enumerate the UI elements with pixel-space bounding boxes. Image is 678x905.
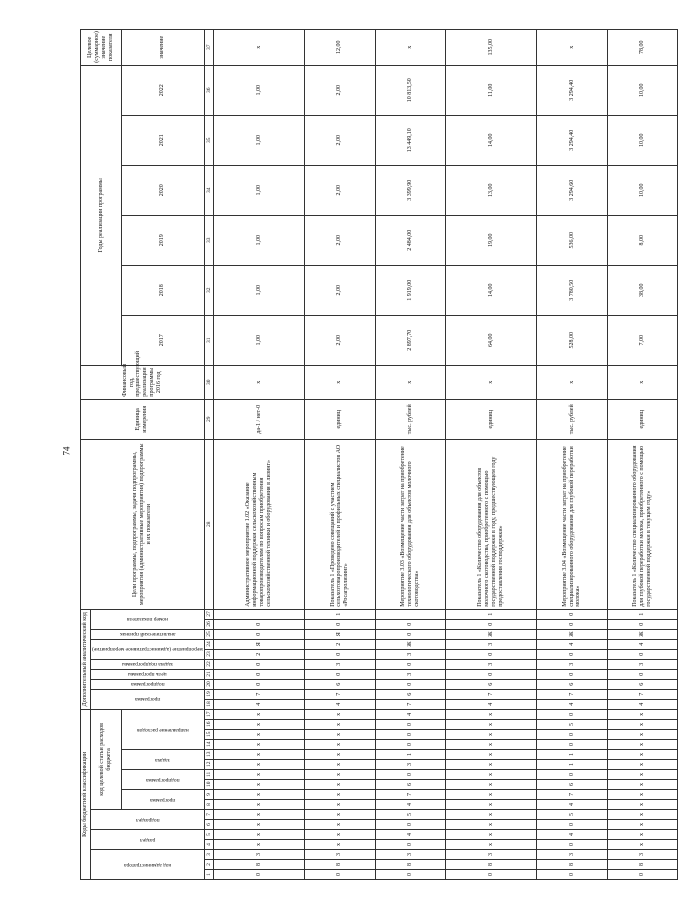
code-cell: х xyxy=(305,730,376,740)
code-cell: 0 xyxy=(214,659,305,669)
year-value-cell: 2,00 xyxy=(305,115,376,165)
column-number: 15 xyxy=(204,730,213,740)
code-cell: 7 xyxy=(607,689,678,699)
code-cell: 5 xyxy=(537,810,608,820)
column-number: 25 xyxy=(204,629,213,639)
code-cell xyxy=(375,609,446,619)
code-cell: х xyxy=(607,810,678,820)
code-cell: 6 xyxy=(537,679,608,689)
year-value-cell: 2,00 xyxy=(305,215,376,265)
code-cell: х xyxy=(446,740,537,750)
row-description: Административное мероприятие 1.02 «Оказание информационной поддержки сельскохозяйственным товаропроизводителям по вопросам приобретения сельскохозяйственной техники и оборудования в лизинг» xyxy=(214,439,305,609)
code-cell: 0 xyxy=(375,679,446,689)
year-value-cell: 64,00 xyxy=(446,315,537,365)
code-cell: 0 xyxy=(537,649,608,659)
year-value-cell: 1,00 xyxy=(214,65,305,115)
subprogram2-header: подпрограмма xyxy=(130,680,165,687)
subprogram-header: подпрограмма xyxy=(146,776,180,783)
column-number: 19 xyxy=(204,689,213,699)
year-value-cell: 19,00 xyxy=(446,215,537,265)
code-cell: 0 xyxy=(375,770,446,780)
code-cell: 0 xyxy=(375,619,446,629)
code-cell: 3 xyxy=(375,850,446,860)
code-cell: х xyxy=(607,790,678,800)
unit-cell: тыс. рублей xyxy=(537,399,608,439)
code-cell: 0 xyxy=(446,649,537,659)
year-header: 2020 xyxy=(122,165,205,215)
table-row xyxy=(537,29,608,879)
page-number: 74 xyxy=(61,446,72,456)
code-cell: 0 xyxy=(214,679,305,689)
years-group-header: Годы реализации программы xyxy=(81,65,122,365)
year-value-cell: 1 919,00 xyxy=(375,265,446,315)
code-cell: 8 xyxy=(446,860,537,870)
column-number: 7 xyxy=(204,810,213,820)
code-cell: 3 xyxy=(375,649,446,659)
column-number: 29 xyxy=(204,399,213,439)
code-cell: х xyxy=(607,740,678,750)
code-cell: х xyxy=(214,840,305,850)
target-item-header: код целевой статьи расходов бюджета xyxy=(90,709,121,809)
code-cell: х xyxy=(214,709,305,719)
year-value-cell: 3 780,50 xyxy=(537,265,608,315)
column-number: 16 xyxy=(204,720,213,730)
code-cell: 3 xyxy=(375,669,446,679)
program2-header: программа xyxy=(134,696,160,703)
code-cell: х xyxy=(607,830,678,840)
row-description: Показатель 1 «Количество специализированного оборудования для глубокой переработки молока, приобретенного с помощью государственной поддержки в текущем году» xyxy=(607,439,678,609)
code-cell: 4 xyxy=(305,699,376,709)
column-number: 3 xyxy=(204,850,213,860)
code-cell: х xyxy=(607,820,678,830)
code-cell: 2 xyxy=(214,649,305,659)
code-cell: 0 xyxy=(446,619,537,629)
admin-code-header: код администратора xyxy=(123,861,171,868)
code-cell xyxy=(214,609,305,619)
code-cell: х xyxy=(305,709,376,719)
code-cell: 0 xyxy=(537,730,608,740)
year-value-cell: 1,00 xyxy=(214,315,305,365)
code-cell: 0 xyxy=(537,820,608,830)
code-cell: х xyxy=(446,720,537,730)
base-year-cell: х xyxy=(607,365,678,399)
code-cell: х xyxy=(305,820,376,830)
year-value-cell: 7,00 xyxy=(607,315,678,365)
column-number: 9 xyxy=(204,790,213,800)
code-cell: 5 xyxy=(375,810,446,820)
year-value-cell: 536,00 xyxy=(537,215,608,265)
code-cell: 6 xyxy=(446,679,537,689)
code-cell: 4 xyxy=(446,699,537,709)
code-cell: х xyxy=(446,790,537,800)
code-cell: 1 xyxy=(305,609,376,619)
year-header: 2017 xyxy=(122,315,205,365)
year-value-cell: 1,00 xyxy=(214,265,305,315)
task2-header: задача подпрограммы xyxy=(121,660,173,667)
code-cell: х xyxy=(607,730,678,740)
code-cell: 1 xyxy=(537,750,608,760)
extra-code-header: Дополнительный аналитический код xyxy=(81,609,91,709)
code-cell: 0 xyxy=(375,840,446,850)
subsection-header: подраздел xyxy=(135,816,160,823)
code-cell: х xyxy=(305,760,376,770)
year-value-cell: 2 484,00 xyxy=(375,215,446,265)
code-cell: х xyxy=(214,730,305,740)
code-cell: 5 xyxy=(537,720,608,730)
code-cell: х xyxy=(214,760,305,770)
code-cell: х xyxy=(446,770,537,780)
column-number: 23 xyxy=(204,649,213,659)
base-year-cell: х xyxy=(305,365,376,399)
code-cell: 0 xyxy=(537,840,608,850)
final-header: Целевое (суммарное) значение показателя xyxy=(81,29,122,65)
code-cell: 3 xyxy=(607,850,678,860)
code-cell: 0 xyxy=(607,870,678,880)
column-number: 13 xyxy=(204,750,213,760)
code-cell: 0 xyxy=(375,730,446,740)
code-cell: 0 xyxy=(214,870,305,880)
indicator-number-header: номер показателя xyxy=(126,616,168,623)
code-cell: х xyxy=(305,740,376,750)
row-description: Мероприятие 3.04 «Возмещение части затрат на приобретение специализированного оборудования для глубокой переработки молока» xyxy=(537,439,608,609)
code-cell: Ж xyxy=(375,639,446,649)
year-value-cell: 1,00 xyxy=(214,215,305,265)
year-value-cell: 1,00 xyxy=(214,165,305,215)
year-value-cell: 11,00 xyxy=(446,65,537,115)
code-cell: х xyxy=(446,820,537,830)
base-year-cell: х xyxy=(537,365,608,399)
code-cell: 0 xyxy=(607,619,678,629)
header-row-1 xyxy=(81,29,91,879)
goal-column-header: Цели программы, подпрограммы, задачи подпрограммы, мероприятия (административные мероприятия) подпрограммы и их показатели xyxy=(81,439,205,609)
code-cell: 4 xyxy=(375,709,446,719)
code-cell: 8 xyxy=(214,860,305,870)
year-value-cell: 528,00 xyxy=(537,315,608,365)
code-cell: х xyxy=(446,750,537,760)
code-cell: 0 xyxy=(214,669,305,679)
code-cell: х xyxy=(214,780,305,790)
column-number: 11 xyxy=(204,770,213,780)
code-cell: 3 xyxy=(446,639,537,649)
code-cell: 0 xyxy=(446,870,537,880)
code-cell: 3 xyxy=(607,659,678,669)
year-value-cell: 10,00 xyxy=(607,115,678,165)
code-cell: х xyxy=(305,810,376,820)
code-cell: 1 xyxy=(607,609,678,619)
code-cell: х xyxy=(214,740,305,750)
column-number: 32 xyxy=(204,265,213,315)
code-cell: х xyxy=(305,830,376,840)
section-header: раздел xyxy=(139,836,155,843)
event-header: мероприятие (административное мероприятие) xyxy=(91,646,203,653)
code-cell: 4 xyxy=(214,699,305,709)
column-number: 34 xyxy=(204,165,213,215)
base-year-cell: х xyxy=(446,365,537,399)
year-value-cell: 2,00 xyxy=(305,265,376,315)
year-value-cell: 10,00 xyxy=(607,165,678,215)
code-cell: 0 xyxy=(375,870,446,880)
code-cell: 0 xyxy=(305,619,376,629)
column-number: 21 xyxy=(204,669,213,679)
code-cell: 0 xyxy=(537,669,608,679)
code-cell: Я xyxy=(305,629,376,639)
row-description: Показатель 1 «Количество оборудования для объектов молочного скотоводства, приобретенного с помощью государственной поддержки в году, предшествующем году предоставления господдержки» xyxy=(446,439,537,609)
code-cell: х xyxy=(305,840,376,850)
year-value-cell: 3 294,40 xyxy=(537,65,608,115)
final-value-cell: 78,00 xyxy=(607,29,678,65)
column-number: 5 xyxy=(204,830,213,840)
column-number: 12 xyxy=(204,760,213,770)
year-value-cell: 3 294,60 xyxy=(537,165,608,215)
code-cell: х xyxy=(214,770,305,780)
column-number-row xyxy=(204,29,213,879)
base-year-cell: х xyxy=(214,365,305,399)
code-cell: х xyxy=(607,720,678,730)
code-cell: х xyxy=(446,709,537,719)
column-number: 1 xyxy=(204,870,213,880)
analytic-flag-header: аналитический признак xyxy=(119,630,176,637)
code-cell: 0 xyxy=(375,659,446,669)
year-value-cell: 2 897,70 xyxy=(375,315,446,365)
table-row xyxy=(607,29,678,879)
code-cell: 3 xyxy=(446,850,537,860)
column-number: 17 xyxy=(204,709,213,719)
code-cell: 8 xyxy=(375,860,446,870)
column-number: 10 xyxy=(204,780,213,790)
code-cell: х xyxy=(305,720,376,730)
column-number: 22 xyxy=(204,659,213,669)
code-cell: 0 xyxy=(375,629,446,639)
year-value-cell: 2,00 xyxy=(305,165,376,215)
row-description: Показатель 1 «Проведено совещаний с участием сельхозтоваропроизводителей и профильных специалистов АО «Росагролизинг» xyxy=(305,439,376,609)
code-cell: х xyxy=(214,790,305,800)
code-cell: х xyxy=(446,760,537,770)
column-number: 27 xyxy=(204,609,213,619)
year-header: 2021 xyxy=(122,115,205,165)
code-cell: 7 xyxy=(537,790,608,800)
code-cell: 7 xyxy=(375,699,446,709)
code-cell: 4 xyxy=(537,830,608,840)
code-cell: 1 xyxy=(537,760,608,770)
unit-cell: единиц xyxy=(305,399,376,439)
code-cell: 1 xyxy=(375,750,446,760)
code-cell: 8 xyxy=(305,860,376,870)
table-row xyxy=(446,29,537,879)
spend-direction-header: направление расходов xyxy=(137,726,189,733)
column-number: 20 xyxy=(204,679,213,689)
code-cell: 4 xyxy=(537,639,608,649)
code-cell: 0 xyxy=(375,740,446,750)
column-number: 26 xyxy=(204,619,213,629)
column-number: 2 xyxy=(204,860,213,870)
code-cell: 0 xyxy=(305,870,376,880)
code-cell: 4 xyxy=(537,800,608,810)
code-cell: х xyxy=(214,750,305,760)
code-cell: Ж xyxy=(537,629,608,639)
code-cell: х xyxy=(305,780,376,790)
code-cell: 4 xyxy=(607,699,678,709)
year-value-cell: 38,00 xyxy=(607,265,678,315)
year-value-cell: 3 399,90 xyxy=(375,165,446,215)
code-cell: х xyxy=(214,820,305,830)
column-number: 35 xyxy=(204,115,213,165)
target-spend-header: задача xyxy=(155,756,171,763)
year-value-cell: 2,00 xyxy=(305,315,376,365)
column-number: 28 xyxy=(204,439,213,609)
code-cell: 4 xyxy=(375,830,446,840)
column-number: 6 xyxy=(204,820,213,830)
column-number: 37 xyxy=(204,29,213,65)
code-cell: х xyxy=(305,790,376,800)
code-cell: х xyxy=(446,800,537,810)
code-cell: 3 xyxy=(446,659,537,669)
code-cell: 0 xyxy=(537,770,608,780)
year-header: 2022 xyxy=(122,65,205,115)
code-cell: 0 xyxy=(375,820,446,830)
code-cell: 8 xyxy=(537,860,608,870)
code-cell: х xyxy=(214,830,305,840)
code-cell: х xyxy=(446,840,537,850)
code-cell: 8 xyxy=(607,860,678,870)
row-description: Мероприятие 3.03 «Возмещение части затрат на приобретение технологического оборудования для объектов молочного скотоводства» xyxy=(375,439,446,609)
unit-cell: да-1 / нет-0 xyxy=(214,399,305,439)
column-number: 18 xyxy=(204,699,213,709)
code-cell: х xyxy=(607,709,678,719)
unit-header: Единица измерения xyxy=(81,399,205,439)
code-cell: 3 xyxy=(537,850,608,860)
year-value-cell: 2,00 xyxy=(305,65,376,115)
code-cell: х xyxy=(607,780,678,790)
budget-codes-header: Коды бюджетной классификации xyxy=(81,709,91,879)
code-cell: 2 xyxy=(305,639,376,649)
code-cell: 6 xyxy=(607,679,678,689)
program-header: программа xyxy=(150,796,176,803)
year-value-cell: 1,00 xyxy=(214,115,305,165)
unit-cell: тыс. рублей xyxy=(375,399,446,439)
code-cell: 0 xyxy=(305,669,376,679)
column-number: 36 xyxy=(204,65,213,115)
code-cell: 6 xyxy=(375,780,446,790)
column-number: 33 xyxy=(204,215,213,265)
code-cell: 0 xyxy=(446,669,537,679)
code-cell: 7 xyxy=(305,689,376,699)
year-value-cell: 8,00 xyxy=(607,215,678,265)
code-cell: 0 xyxy=(607,669,678,679)
code-cell: Я xyxy=(214,639,305,649)
final-value-cell: х xyxy=(537,29,608,65)
code-cell: 0 xyxy=(305,649,376,659)
final-value-cell: 135,00 xyxy=(446,29,537,65)
column-number: 14 xyxy=(204,740,213,750)
year-value-cell: 13 449,10 xyxy=(375,115,446,165)
table-row xyxy=(375,29,446,879)
code-cell: 0 xyxy=(214,629,305,639)
year-value-cell: 10 813,50 xyxy=(375,65,446,115)
fin-year-header: Финансовый год, предшествующий реализации программы 2016 год xyxy=(81,365,205,399)
year-value-cell: 3 294,40 xyxy=(537,115,608,165)
code-cell: х xyxy=(214,810,305,820)
code-cell: 7 xyxy=(375,790,446,800)
final-value-cell: х xyxy=(214,29,305,65)
code-cell: х xyxy=(305,750,376,760)
column-number: 4 xyxy=(204,840,213,850)
code-cell: 0 xyxy=(375,720,446,730)
code-cell: 3 xyxy=(305,850,376,860)
code-cell: 4 xyxy=(537,699,608,709)
code-cell: х xyxy=(446,780,537,790)
column-number: 8 xyxy=(204,800,213,810)
code-cell: х xyxy=(607,840,678,850)
code-cell: х xyxy=(607,770,678,780)
code-cell: 7 xyxy=(537,689,608,699)
year-value-cell: 14,00 xyxy=(446,115,537,165)
program-table xyxy=(80,29,678,880)
code-cell: х xyxy=(446,810,537,820)
code-cell: 4 xyxy=(607,639,678,649)
year-value-cell: 14,00 xyxy=(446,265,537,315)
code-cell: х xyxy=(214,800,305,810)
code-cell: х xyxy=(607,800,678,810)
code-cell: 7 xyxy=(446,689,537,699)
year-header: 2019 xyxy=(122,215,205,265)
code-cell: х xyxy=(305,770,376,780)
code-cell: 0 xyxy=(537,619,608,629)
unit-cell: единиц xyxy=(446,399,537,439)
code-cell: 6 xyxy=(537,780,608,790)
code-cell: х xyxy=(446,830,537,840)
base-year-cell: х xyxy=(375,365,446,399)
code-cell: Ж xyxy=(446,629,537,639)
code-cell: х xyxy=(607,760,678,770)
code-cell: 0 xyxy=(214,619,305,629)
final-value-cell: х xyxy=(375,29,446,65)
code-cell: 6 xyxy=(305,679,376,689)
code-cell: 7 xyxy=(214,689,305,699)
year-header: 2018 xyxy=(122,265,205,315)
code-cell: х xyxy=(607,750,678,760)
table-row xyxy=(214,29,305,879)
code-cell: 4 xyxy=(375,800,446,810)
code-cell: 3 xyxy=(305,659,376,669)
column-number: 31 xyxy=(204,315,213,365)
code-cell: 3 xyxy=(214,850,305,860)
unit-cell: единиц xyxy=(607,399,678,439)
task-header: цель программы xyxy=(128,670,167,677)
year-value-cell: 10,00 xyxy=(607,65,678,115)
code-cell: 3 xyxy=(375,760,446,770)
code-cell: 0 xyxy=(607,649,678,659)
table-row xyxy=(305,29,376,879)
code-cell: 3 xyxy=(537,659,608,669)
code-cell: х xyxy=(305,800,376,810)
column-number: 30 xyxy=(204,365,213,399)
code-cell: Ж xyxy=(607,629,678,639)
code-cell: 6 xyxy=(375,689,446,699)
rotated-table-wrapper xyxy=(80,31,652,880)
code-cell: 0 xyxy=(537,870,608,880)
code-cell: 0 xyxy=(537,740,608,750)
final-value-label: значение xyxy=(122,29,205,65)
column-number: 24 xyxy=(204,639,213,649)
code-cell: 0 xyxy=(537,609,608,619)
year-value-cell: 13,00 xyxy=(446,165,537,215)
code-cell: 0 xyxy=(537,709,608,719)
code-cell: х xyxy=(446,730,537,740)
code-cell: 1 xyxy=(446,609,537,619)
final-value-cell: 12,00 xyxy=(305,29,376,65)
code-cell: х xyxy=(214,720,305,730)
